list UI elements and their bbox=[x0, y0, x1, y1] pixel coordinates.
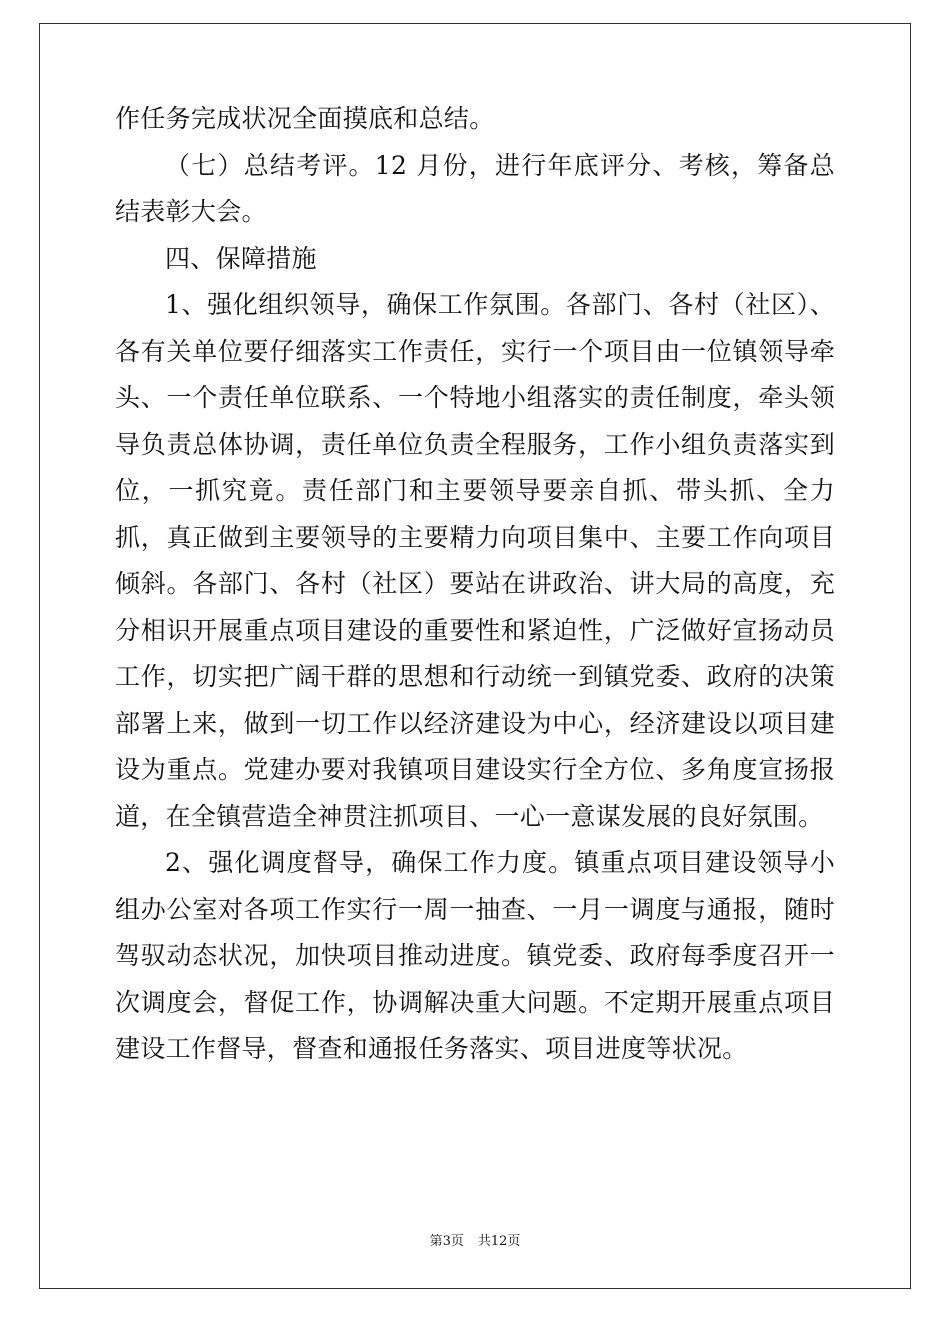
page-number: 第3页 bbox=[429, 1234, 464, 1249]
paragraph-continuation: 作任务完成状况全面摸底和总结。 bbox=[115, 104, 495, 133]
paragraph-organization-leadership: 1、强化组织领导，确保工作氛围。各部门、各村（社区）、各有关单位要仔细落实工作责任，实行一个项目由一位镇领导牵头、一个责任单位联系、一个特地小组落实的责任制度，牵头领导负责总体协调，责任单位负责全程服务，工作小组负责落实到位，一抓究竟。责任部门和主要领导要亲自抓、带头抓、全力抓，真正做到主要领导的主要精力向项目集中、主要工作向项目倾斜。各部门、各村（社区）要站在讲政治、讲大局的高度，充分相识开展重点项目建设的重要性和紧迫性，广泛做好宣扬动员工作，切实把广阔干群的思想和行动统一到镇党委、政府的决策部署上来，做到一切工作以经济建设为中心，经济建设以项目建设为重点。党建办要对我镇项目建设实行全方位、多角度宣扬报道，在全镇营造全神贯注抓项目、一心一意谋发展的良好氛围。 bbox=[115, 290, 835, 831]
page-footer bbox=[0, 1233, 950, 1251]
section-heading-safeguards: 四、保障措施 bbox=[165, 243, 317, 273]
page-total: 共12页 bbox=[477, 1234, 521, 1249]
document-body bbox=[115, 96, 835, 1073]
paragraph-summary-review: （七）总结考评。12 月份，进行年底评分、考核，筹备总结表彰大会。 bbox=[115, 150, 835, 226]
paragraph-scheduling-supervision: 2、强化调度督导，确保工作力度。镇重点项目建设领导小组办公室对各项工作实行一周一抽查、一月一调度与通报，随时驾驭动态状况，加快项目推动进度。镇党委、政府每季度召开一次调度会，督促工作，协调解决重大问题。不定期开展重点项目建设工作督导，督查和通报任务落实、项目进度等状况。 bbox=[115, 848, 835, 1063]
